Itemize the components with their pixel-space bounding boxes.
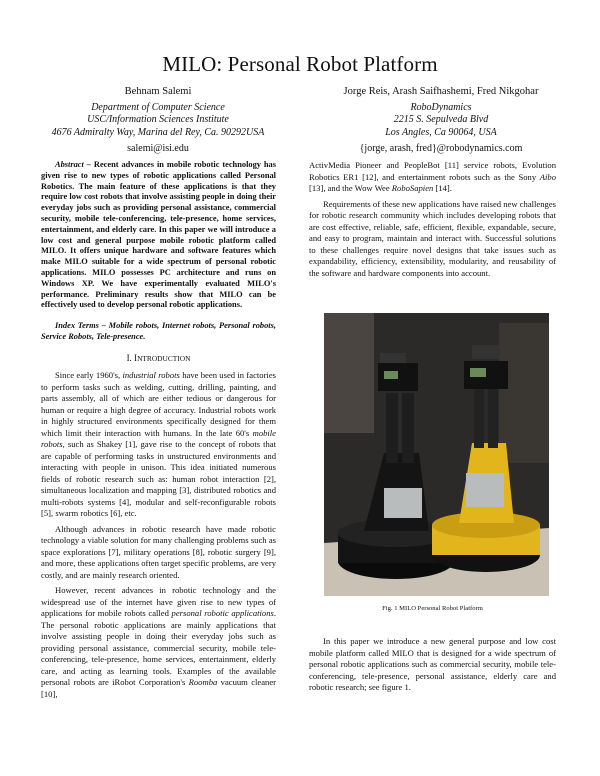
author-affiliation-line: Department of Computer Science — [91, 102, 225, 114]
author-name: Behnam Salemi — [124, 86, 192, 97]
author-affiliation-line: USC/Information Sciences Institute — [87, 114, 229, 126]
abstract-text: Recent advances in mobile robotic technology has given rise to new types of robotic applications called Personal Robotics. The main feature of these applications is that they require low cost robots that involve assisting people in doing their everyday jobs such as providing personal assistance, commercial security, mobile tele-conferencing, tele-presence, home services, entertainment, and elderly care. In this paper we will introduce a low cost and general purpose mobile robotic platform called MILO. It offers unique hardware and software features which make MILO suitable for a wide spectrum of personal robotic applications. MILO possesses PC architecture and runs on Windows XP. We have experimentally evaluated MILO's performance. Preliminary results show that MILO can be effectively used to develop personal robotic applications. — [41, 160, 276, 310]
yellow-robot-panel — [466, 473, 504, 507]
author-affiliation-line: RoboDynamics — [410, 102, 472, 114]
author-block-2 — [318, 86, 564, 155]
author-affiliation-line: 4676 Admiralty Way, Marina del Rey, Ca. 90292USA — [51, 126, 265, 138]
right-paragraph-3: In this paper we introduce a new general purpose and low cost mobile platform called MILO that is designed for a wide spectrum of personal robotic applications such as commercial security, mobile tele-conferencing, tele-presence, personal assistance, elderly care and robotic research; see figure 1. — [309, 636, 556, 692]
black-robot-panel — [384, 488, 422, 518]
author-email: salemi@isi.edu — [127, 142, 189, 154]
author-affiliation-line: Los Angles, Ca 90064, USA — [385, 126, 497, 138]
author-affiliation-line: 2215 S. Sepulveda Blvd — [393, 114, 489, 126]
intro-paragraph-3: However, recent advances in robotic technology and the widespread use of the internet have given rise to new types of applications for mobile robots called personal robotic applications. The personal robotic applications are mainly applications that involve assisting people in doing their everyday jobs such as providing personal assistance, commercial security, mobile tele-conferencing, tele-presence, home services, entertainment, elderly care, and acting as learning tools. Examples of the available personal robots are iRobot Corporation's Roomba vacuum cleaner [10], — [41, 585, 277, 699]
robot-photo-illustration — [324, 313, 549, 596]
index-terms-text: Mobile robots, Internet robots, Personal robots, Service Robots, Tele-presence. — [41, 321, 276, 341]
robot-photo — [324, 313, 549, 596]
right-paragraph-1: ActivMedia Pioneer and PeopleBot [11] service robots, Evolution Robotics ER1 [12], and entertainment robots such as the Sony Aibo [13], and the Wow Wee RoboSapien [14]. — [309, 160, 556, 193]
abstract-label: Abstract – — [55, 160, 91, 169]
intro-paragraph-2: Although advances in robotic research have made robotic technology a viable solution for many challenging problems such as space explorations [7], military operations [8], robotic surgery [9], and more, these applications often target specific problems, are very costly, and are mainly research oriented. — [41, 523, 276, 580]
intro-paragraph-1: Since early 1960's, industrial robots have been used in factories to perform tasks such as welding, cutting, drilling, painting, and parts assembly, all of which are either tedious or dangerous for human or require a high degree of accuracy. Industrial robots work in highly structured environments specifically designed for them which limit their interaction with humans. In the late 60's mobile robots, such as Shakey [1], gave rise to the concept of robots that are capable of performing tasks in unstructured environments and interacting with people in unison. This idea initiated numerous fields of robotic research such as: human robot interaction [2], simultaneous localization and mapping [3], distributed robotics and multi-robots systems [4], modular and self-reconfigurable robots [5], swarm robotics [6], etc. — [41, 370, 276, 519]
section-heading-introduction: I. INTRODUCTION — [126, 352, 191, 363]
right-paragraph-2: Requirements of these new applications have raised new challenges for robotic research community which includes developing robots that are cost effective, reliable, safe, efficient, flexible, expandable, secure, and easy to program, maintain and interact with. Successful solutions to these challenges require novel designs that take issues such as expandability, efficiency, extensibility, modularity, and reusability of the software and hardware components into account. — [309, 198, 556, 278]
right-column-bottom — [309, 636, 556, 694]
abstract — [41, 160, 276, 311]
author-name: Jorge Reis, Arash Saifhashemi, Fred Nikgohar — [343, 86, 539, 97]
index-terms — [41, 321, 276, 343]
right-column — [309, 160, 556, 279]
author-block-1 — [38, 86, 278, 155]
index-terms-label: Index Terms – — [55, 321, 106, 331]
paper-title: MILO: Personal Robot Platform — [162, 52, 438, 76]
left-column — [41, 160, 276, 700]
author-email: {jorge, arash, fred}@robodynamics.com — [359, 142, 523, 154]
figure-caption: Fig. 1 MILO Personal Robot Platform — [382, 605, 483, 612]
